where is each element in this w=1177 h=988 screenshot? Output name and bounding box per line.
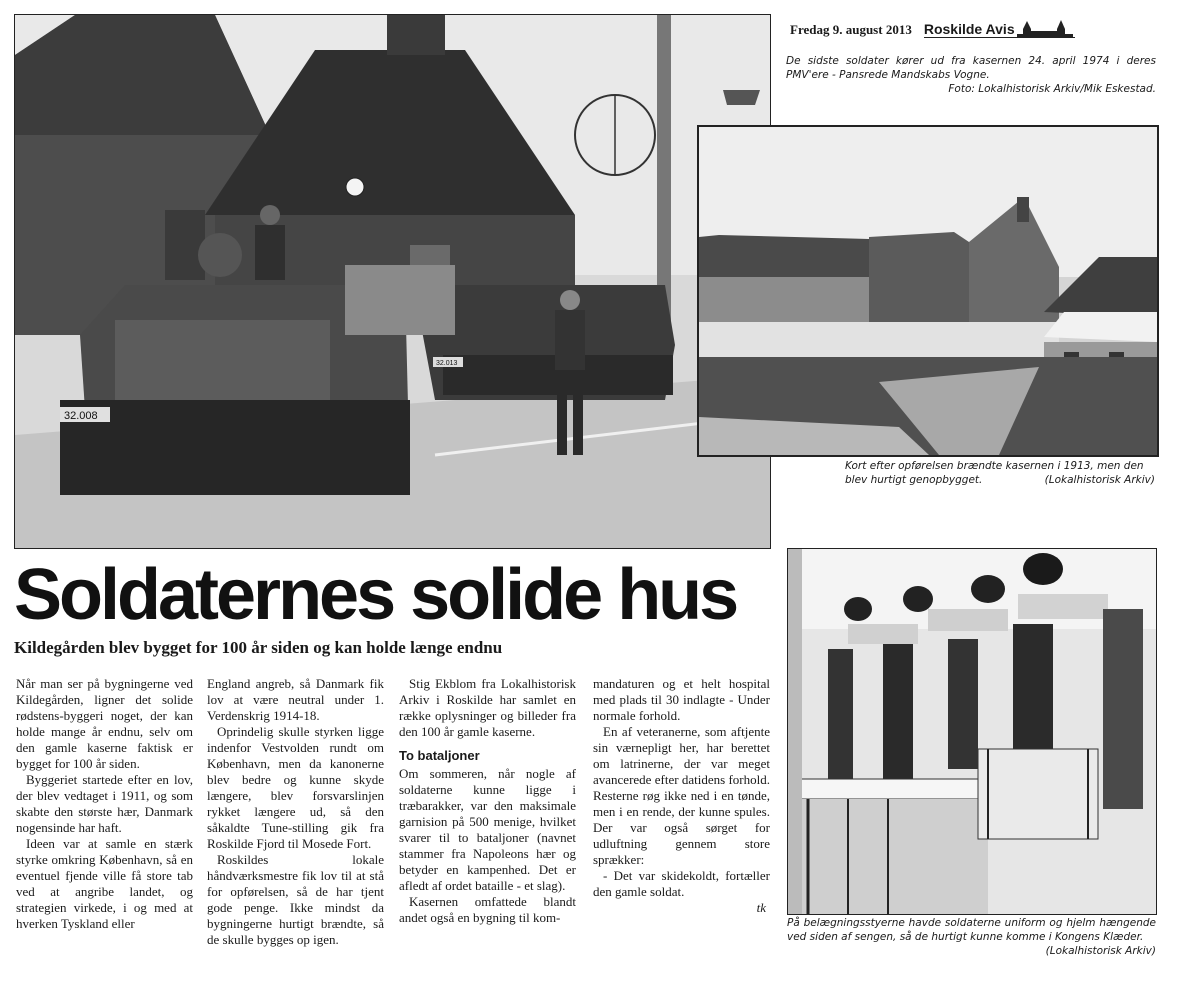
top-caption-line1: De sidste soldater kører ud fra kasernen 24. april 1974 i deres xyxy=(786,55,1156,67)
paragraph: Stig Ekblom fra Lokalhistorisk Arkiv i Roskilde har samlet en række oplysninger og billeder fra den 100 år gamle kaserne. xyxy=(399,676,576,739)
top-photo-caption xyxy=(786,54,1156,96)
newspaper-name xyxy=(924,21,1075,38)
newspaper-name-text: Roskilde Avis xyxy=(923,21,1015,37)
article-column-2 xyxy=(207,676,384,948)
article-column-3 xyxy=(399,676,576,926)
page-header xyxy=(790,14,1160,38)
interior-photo-caption xyxy=(787,916,1156,958)
author-signature: tk xyxy=(756,900,766,915)
paragraph: En af veteranerne, som aftjente sin værnepligt her, har berettet om latrinerne, der var meget avancerede efter datidens forhold. Resterne røg ikke ned i en tønde, men i en rende, der kunne spules. Der var også sørget for udluftning gennem store sprækker: xyxy=(593,724,770,867)
issue-date: Fredag 9. august 2013 xyxy=(790,22,912,37)
article-headline: Soldaternes solide hus xyxy=(14,555,737,635)
paragraph: mandaturen og et helt hospital med plads til 30 indlagte - Under normale forhold. xyxy=(593,676,770,723)
paragraph: Byggeriet startede efter en lov, der blev vedtaget i 1911, og som skabte den største hær, Danmark nogensinde har haft. xyxy=(16,772,193,835)
paragraph: England angreb, så Danmark fik lov at være neutral under 1. Verdenskrig 1914-18. xyxy=(207,676,384,723)
article-column-4 xyxy=(593,676,770,916)
paragraph: Oprindelig skulle styrken ligge indenfor Vestvolden rundt om København, men da kanonerne blev bedre og kunne skyde længere, blev forsvarslinjen rykket længere ud, så den såkaldte Tune-stilling gik fra Roskilde Fjord til Mosede Fort. xyxy=(207,724,384,851)
paragraph: - Det var skidekoldt, fortæller den gamle soldat. xyxy=(593,868,770,899)
interior-caption-credit: (Lokalhistorisk Arkiv) xyxy=(1045,945,1156,957)
article-subheadline: Kildegården blev bygget for 100 år siden og kan holde længe endnu xyxy=(14,638,503,657)
paragraph: Ideen var at samle en stærk styrke omkring København, så en eventuel fjende ville få store tab ved at angribe landet, og strategien virkede, i og med at hverken Tyskland eller xyxy=(16,836,193,931)
cathedral-spires-icon xyxy=(1017,19,1073,37)
section-heading: To bataljoner xyxy=(399,748,480,763)
paragraph: Roskildes lokale håndværksmestre fik lov til at stå for opførelsen, så de har tjent gode penge. Ikke mindst da bygningerne hurtigt brændte, så de skulle bygges op igen. xyxy=(207,852,384,947)
top-caption-credit: Foto: Lokalhistorisk Arkiv/Mik Eskestad. xyxy=(948,83,1156,95)
barracks-caption-text: Kort efter opførelsen brændte kasernen i 1913, men den blev hurtigt genopbygget. xyxy=(845,460,1144,486)
vehicle-number-2: 32.013 xyxy=(436,360,458,367)
barracks-photo xyxy=(697,125,1159,457)
interior-photo-bunks xyxy=(787,548,1157,915)
barracks-caption-credit: (Lokalhistorisk Arkiv) xyxy=(1044,474,1155,486)
article-column-1 xyxy=(16,676,193,932)
barracks-photo-caption xyxy=(845,459,1155,487)
paragraph: Om sommeren, når nogle af soldaterne kunne ligge i træbarakker, var den maksimale garnision på 500 menige, hvilket svarer til to bataljoner (navnet stammer fra Napoleons hær og betyder en kampenhed. Det er afledt af ordet bataille - et slag). xyxy=(399,766,576,893)
vehicle-number-1: 32.008 xyxy=(64,410,98,422)
main-photo-armored-vehicles xyxy=(14,14,771,549)
interior-caption-text: På belægningsstyerne havde soldaterne uniform og hjelm hængende ved siden af sengen, så de hurtigt kunne komme i Kongens Klæder. xyxy=(787,917,1156,943)
top-caption-line2: PMV'ere - Pansrede Mandskabs Vogne. xyxy=(786,69,990,81)
paragraph: Kasernen omfattede blandt andet også en bygning til kom- xyxy=(399,894,576,925)
paragraph: Når man ser på bygningerne ved Kildegården, ligner det solide rødstens-byggeri noget, der kan holde mange år endnu, selv om den gamle kaserne faktisk er bygget for 100 år siden. xyxy=(16,676,193,771)
